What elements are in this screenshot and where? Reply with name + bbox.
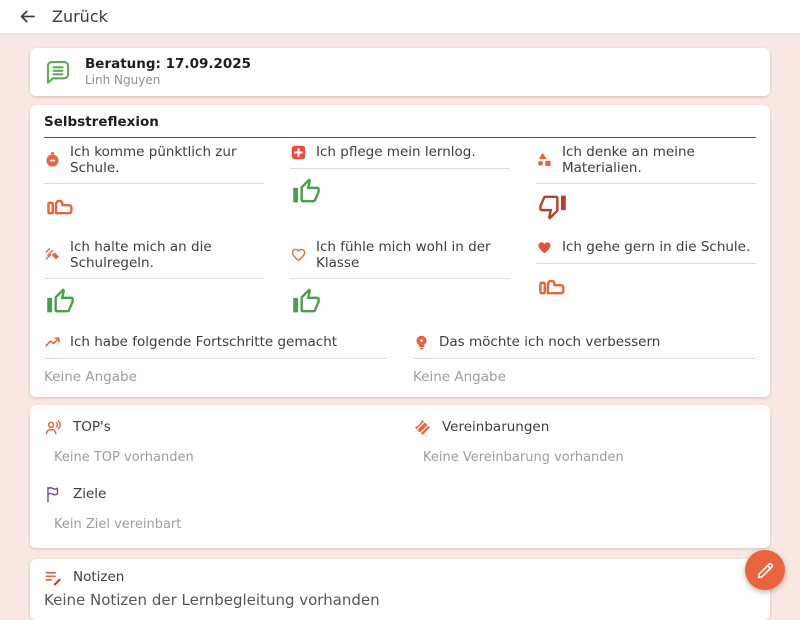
reflection-item-label: Ich denke an meine Materialien.	[562, 143, 695, 176]
selfreflection-grid	[44, 138, 756, 328]
arrow-left-icon	[18, 7, 37, 26]
content	[0, 33, 800, 620]
chat-note-icon	[43, 57, 73, 87]
progress-note-label: Ich habe folgende Fortschritte gemacht	[70, 334, 338, 351]
edit-note-icon	[44, 568, 63, 587]
back-button[interactable]	[18, 7, 108, 26]
selfreflection-notes	[44, 328, 756, 387]
thumb-neutral-icon	[538, 272, 567, 301]
improve-note	[413, 328, 756, 387]
reflection-item-label-row	[290, 233, 510, 279]
goals-empty-text: Kein Ziel vereinbart	[54, 516, 182, 532]
tops-label: TOP's	[73, 419, 111, 436]
thumb-up-icon	[292, 177, 321, 206]
heart-outline-icon	[290, 246, 307, 263]
rating-value	[46, 287, 264, 317]
reflection-item	[290, 233, 510, 328]
progress-note	[44, 328, 387, 387]
health-plus-icon	[290, 144, 307, 161]
reflection-item	[44, 233, 264, 328]
lightbulb-icon	[413, 334, 430, 351]
thumb-up-icon	[46, 287, 75, 316]
deals-label: Vereinbarungen	[442, 419, 550, 436]
thumb-up-icon	[292, 287, 321, 316]
rating-value	[292, 287, 510, 317]
thumb-down-icon	[538, 192, 567, 221]
deals-empty-text: Keine Vereinbarung vorhanden	[423, 449, 624, 465]
notes-empty-text: Keine Notizen der Lernbegleitung vorhanden	[44, 590, 380, 609]
reflection-item-label: Ich fühle mich wohl in der Klasse	[316, 238, 491, 271]
reflection-item-label: Ich gehe gern in die Schule.	[562, 239, 751, 256]
improve-note-label: Das möchte ich noch verbessern	[439, 334, 661, 351]
voice-person-icon	[44, 418, 63, 437]
stopwatch-icon	[44, 151, 61, 168]
tops-empty-text: Keine TOP vorhanden	[54, 449, 194, 465]
trending-up-icon	[44, 334, 61, 351]
rating-value	[292, 177, 510, 207]
reflection-item-label-row	[44, 138, 264, 184]
reflection-item	[44, 138, 264, 233]
thumb-neutral-icon	[46, 192, 75, 221]
notes-label: Notizen	[73, 569, 125, 586]
reflection-item	[536, 138, 756, 233]
appointment-card[interactable]	[30, 48, 770, 96]
goals-entry	[44, 485, 756, 532]
progress-note-label-row	[44, 328, 387, 359]
improve-note-value: Keine Angabe	[413, 368, 506, 385]
rating-value	[538, 272, 756, 302]
reflection-item	[290, 138, 510, 233]
flag-icon	[44, 485, 63, 504]
deals-entry	[413, 418, 756, 465]
top-bar	[0, 0, 800, 33]
shapes-icon	[536, 151, 553, 168]
reflection-item-label-row	[536, 233, 756, 264]
gavel-icon	[44, 246, 61, 263]
improve-note-label-row	[413, 328, 756, 359]
rating-value	[46, 192, 264, 222]
appointment-person: Linh Nguyen	[85, 73, 161, 88]
progress-note-value: Keine Angabe	[44, 368, 137, 385]
deals-header	[413, 418, 756, 437]
agreements-grid	[44, 418, 756, 465]
tops-entry	[44, 418, 387, 465]
reflection-item-label-row	[290, 138, 510, 169]
handshake-icon	[413, 418, 432, 437]
selfreflection-title: Selbstreflexion	[44, 114, 756, 138]
edit-fab-button[interactable]	[745, 550, 785, 590]
notes-card	[30, 559, 770, 620]
reflection-item-label: Ich komme pünktlich zur Schule.	[70, 143, 237, 176]
appointment-text	[85, 55, 251, 89]
pencil-icon	[755, 560, 776, 581]
back-label: Zurück	[52, 7, 108, 26]
heart-icon	[536, 239, 553, 256]
goals-label: Ziele	[73, 486, 107, 503]
rating-value	[538, 192, 756, 222]
selfreflection-card	[30, 105, 770, 397]
reflection-item-label-row	[536, 138, 756, 184]
agreements-card	[30, 405, 770, 548]
reflection-item	[536, 233, 756, 328]
reflection-item-label: Ich halte mich an die Schulregeln.	[70, 238, 212, 271]
reflection-item-label-row	[44, 233, 264, 279]
goals-header	[44, 485, 756, 504]
tops-header	[44, 418, 387, 437]
appointment-title: Beratung: 17.09.2025	[85, 56, 252, 72]
reflection-item-label: Ich pflege mein lernlog.	[316, 144, 476, 161]
notes-header	[44, 568, 756, 587]
